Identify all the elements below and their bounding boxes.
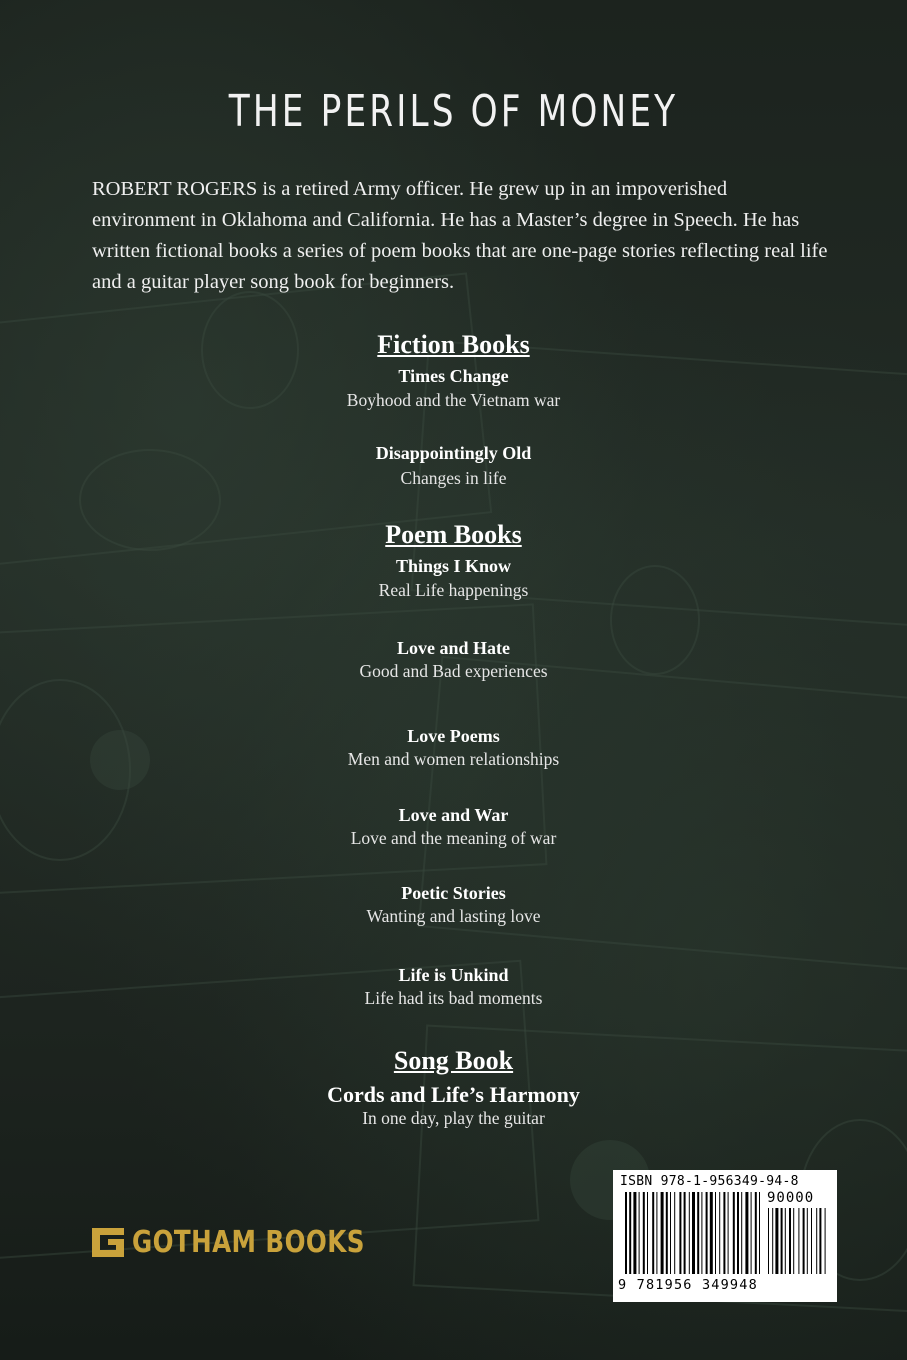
isbn-barcode xyxy=(613,1170,837,1302)
book-desc-love-poems: Men and women relationships xyxy=(347,749,560,769)
poem-books-heading: Poem Books xyxy=(385,520,522,549)
book-title-disappointingly-old: Disappointingly Old xyxy=(375,443,532,463)
gotham-logo-icon xyxy=(90,1224,126,1260)
song-book-heading: Song Book xyxy=(393,1046,514,1075)
book-desc-cords-and-lifes-harmony: In one day, play the guitar xyxy=(362,1108,545,1128)
book-desc-life-is-unkind: Life had its bad moments xyxy=(364,988,543,1008)
book-title-times-change: Times Change xyxy=(398,366,509,386)
book-desc-love-and-war: Love and the meaning of war xyxy=(350,828,557,848)
book-desc-love-and-hate: Good and Bad experiences xyxy=(359,661,548,681)
fiction-books-heading: Fiction Books xyxy=(377,330,530,359)
publisher-name: GOTHAM BOOKS xyxy=(132,1224,365,1260)
price-code: 90000 xyxy=(767,1190,815,1206)
book-desc-disappointingly-old: Changes in life xyxy=(400,468,507,488)
book-title-things-i-know: Things I Know xyxy=(395,556,512,576)
book-title-love-and-hate: Love and Hate xyxy=(396,638,510,658)
book-title-cords-and-lifes-harmony: Cords and Life’s Harmony xyxy=(327,1082,580,1107)
book-desc-things-i-know: Real Life happenings xyxy=(378,580,529,600)
book-title-love-and-war: Love and War xyxy=(398,805,509,825)
book-title-life-is-unkind: Life is Unkind xyxy=(398,965,509,985)
book-title-poetic-stories: Poetic Stories xyxy=(401,883,506,903)
book-desc-times-change: Boyhood and the Vietnam war xyxy=(346,390,561,410)
author-bio: ROBERT ROGERS is a retired Army officer. He grew up in an impoverished environment in Oklahoma and California. He has a Master’s degree in Speech. He has written fictional books a series of poem books that are one-page stories reflecting real life and a guitar player song book for beginners. xyxy=(92,178,828,293)
publisher-logo xyxy=(90,1222,416,1262)
book-title: THE PERILS OF MONEY xyxy=(228,86,679,137)
isbn-number: ISBN 978-1-956349-94-8 xyxy=(620,1174,799,1189)
barcode-digits: 9 781956 349948 xyxy=(618,1277,758,1293)
book-title-love-poems: Love Poems xyxy=(407,726,500,746)
book-desc-poetic-stories: Wanting and lasting love xyxy=(366,906,541,926)
